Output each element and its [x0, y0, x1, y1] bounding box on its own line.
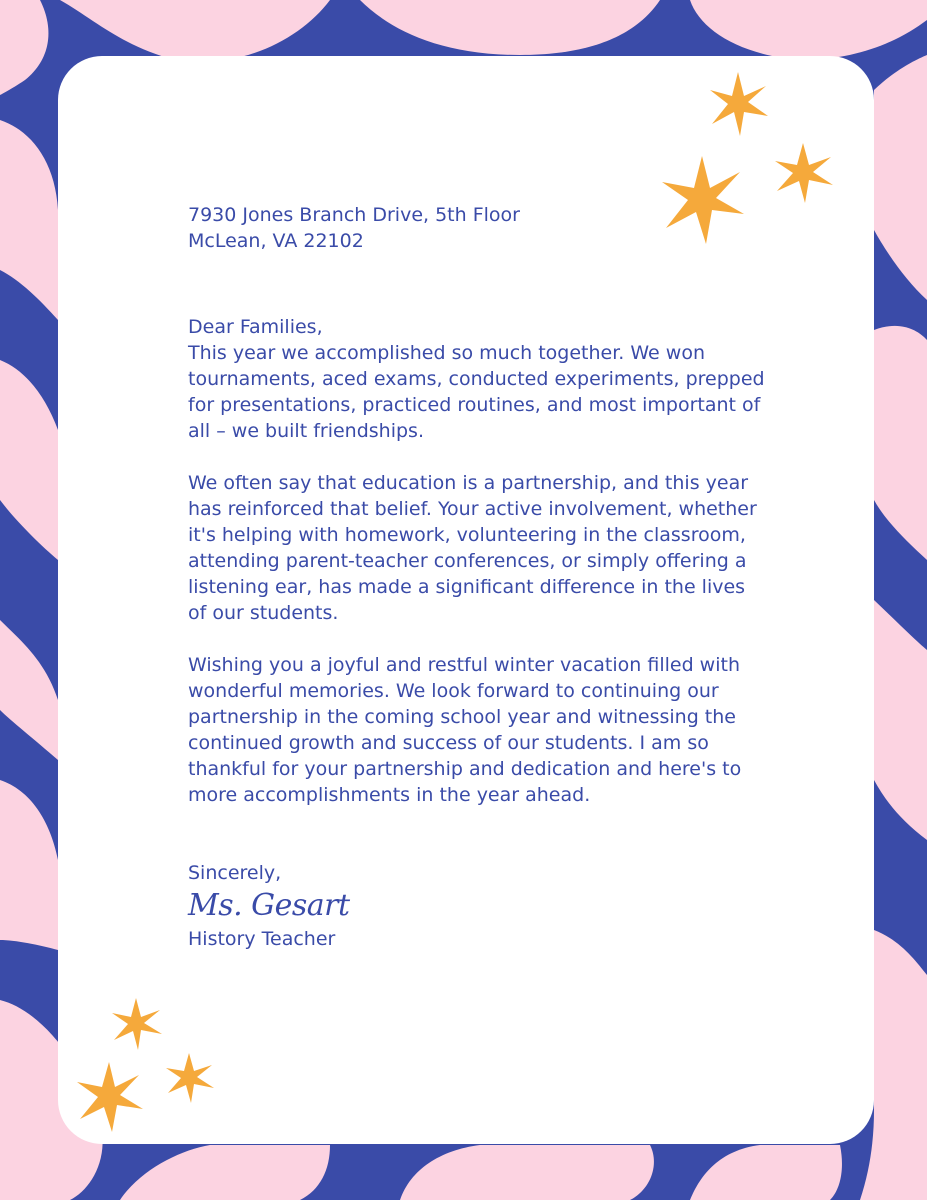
- letter-card: [58, 56, 874, 1144]
- address-block: [188, 202, 768, 254]
- star-icon: [108, 996, 164, 1052]
- star-icon: [72, 1060, 146, 1134]
- closing: Sincerely,: [188, 862, 282, 884]
- address-line-2: McLean, VA 22102: [188, 230, 364, 252]
- letter-body: [188, 202, 768, 952]
- paragraph-2: We often say that education is a partnership, and this year has reinforced that belief. Your active involvement, whether it's helping with homework, volunteering in the classroom, attending parent-teacher conferences, or simply offering a listening ear, has made a significant difference in the lives of our students.: [188, 472, 757, 624]
- paragraph-1: This year we accomplished so much together. We won tournaments, aced exams, conducted experiments, prepped for presentations, practiced routines, and most important of all – we built friendships.: [188, 342, 765, 442]
- signer-title: History Teacher: [188, 928, 336, 950]
- signature: Ms. Gesart: [188, 888, 350, 923]
- greeting: Dear Families,: [188, 316, 323, 338]
- star-icon: [162, 1052, 216, 1104]
- paragraph-3: Wishing you a joyful and restful winter vacation filled with wonderful memories. We look forward to continuing our partnership in the coming school year and witnessing the continued growth and success of our students. I am so thankful for your partnership and dedication and here's to more accomplishments in the year ahead.: [188, 654, 742, 806]
- address-line-1: 7930 Jones Branch Drive, 5th Floor: [188, 204, 520, 226]
- star-icon: [704, 70, 772, 138]
- star-icon: [770, 142, 836, 204]
